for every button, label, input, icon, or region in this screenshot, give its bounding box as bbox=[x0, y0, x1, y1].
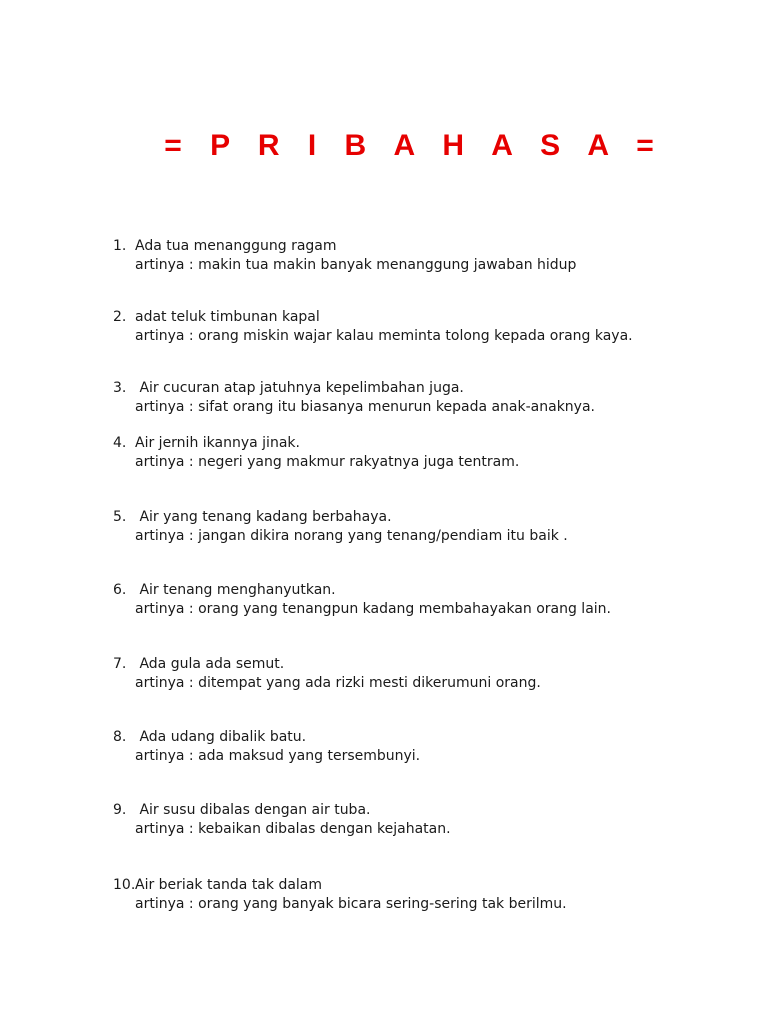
entry-number: 10. bbox=[113, 877, 136, 893]
proverb-meaning: artinya : sifat orang itu biasanya menurun kepada anak-anaknya. bbox=[135, 399, 595, 415]
entry-number: 6. bbox=[113, 582, 127, 598]
proverb-text: Ada udang dibalik batu. bbox=[135, 729, 307, 745]
entry-number: 1. bbox=[113, 238, 127, 254]
proverb-entry bbox=[113, 655, 733, 693]
proverb-text: Air susu dibalas dengan air tuba. bbox=[135, 802, 371, 818]
page-title: = P R I B A H A S A = bbox=[164, 129, 664, 162]
proverb-meaning: artinya : jangan dikira norang yang tenang/pendiam itu baik . bbox=[135, 528, 568, 544]
proverb-meaning: artinya : orang yang tenangpun kadang membahayakan orang lain. bbox=[135, 601, 611, 617]
proverb-text: Air tenang menghanyutkan. bbox=[135, 582, 336, 598]
proverb-text: Air yang tenang kadang berbahaya. bbox=[135, 509, 392, 525]
proverb-entry bbox=[113, 801, 733, 839]
proverb-text: adat teluk timbunan kapal bbox=[135, 309, 320, 325]
proverb-entry bbox=[113, 876, 733, 914]
proverb-text: Ada gula ada semut. bbox=[135, 656, 285, 672]
entry-number: 8. bbox=[113, 729, 127, 745]
proverb-meaning: artinya : kebaikan dibalas dengan kejahatan. bbox=[135, 821, 451, 837]
proverb-text: Air jernih ikannya jinak. bbox=[135, 435, 300, 451]
entry-number: 2. bbox=[113, 309, 127, 325]
proverb-meaning: artinya : orang miskin wajar kalau meminta tolong kepada orang kaya. bbox=[135, 328, 633, 344]
proverb-meaning: artinya : negeri yang makmur rakyatnya juga tentram. bbox=[135, 454, 520, 470]
proverb-entry bbox=[113, 581, 733, 619]
proverb-meaning: artinya : ditempat yang ada rizki mesti dikerumuni orang. bbox=[135, 675, 541, 691]
entry-number: 3. bbox=[113, 380, 127, 396]
proverb-meaning: artinya : makin tua makin banyak menanggung jawaban hidup bbox=[135, 257, 577, 273]
entry-number: 5. bbox=[113, 509, 127, 525]
proverb-text: Air cucuran atap jatuhnya kepelimbahan juga. bbox=[135, 380, 464, 396]
proverb-entry bbox=[113, 728, 733, 766]
proverb-entry bbox=[113, 434, 733, 472]
proverb-text: Ada tua menanggung ragam bbox=[135, 238, 337, 254]
proverb-entry bbox=[113, 379, 733, 417]
entry-number: 4. bbox=[113, 435, 127, 451]
proverb-meaning: artinya : orang yang banyak bicara sering-sering tak berilmu. bbox=[135, 896, 567, 912]
entry-number: 9. bbox=[113, 802, 127, 818]
entry-number: 7. bbox=[113, 656, 127, 672]
proverb-text: Air beriak tanda tak dalam bbox=[135, 877, 323, 893]
proverb-entry bbox=[113, 237, 733, 275]
proverb-meaning: artinya : ada maksud yang tersembunyi. bbox=[135, 748, 421, 764]
proverb-entry bbox=[113, 508, 733, 546]
proverb-entry bbox=[113, 308, 733, 346]
